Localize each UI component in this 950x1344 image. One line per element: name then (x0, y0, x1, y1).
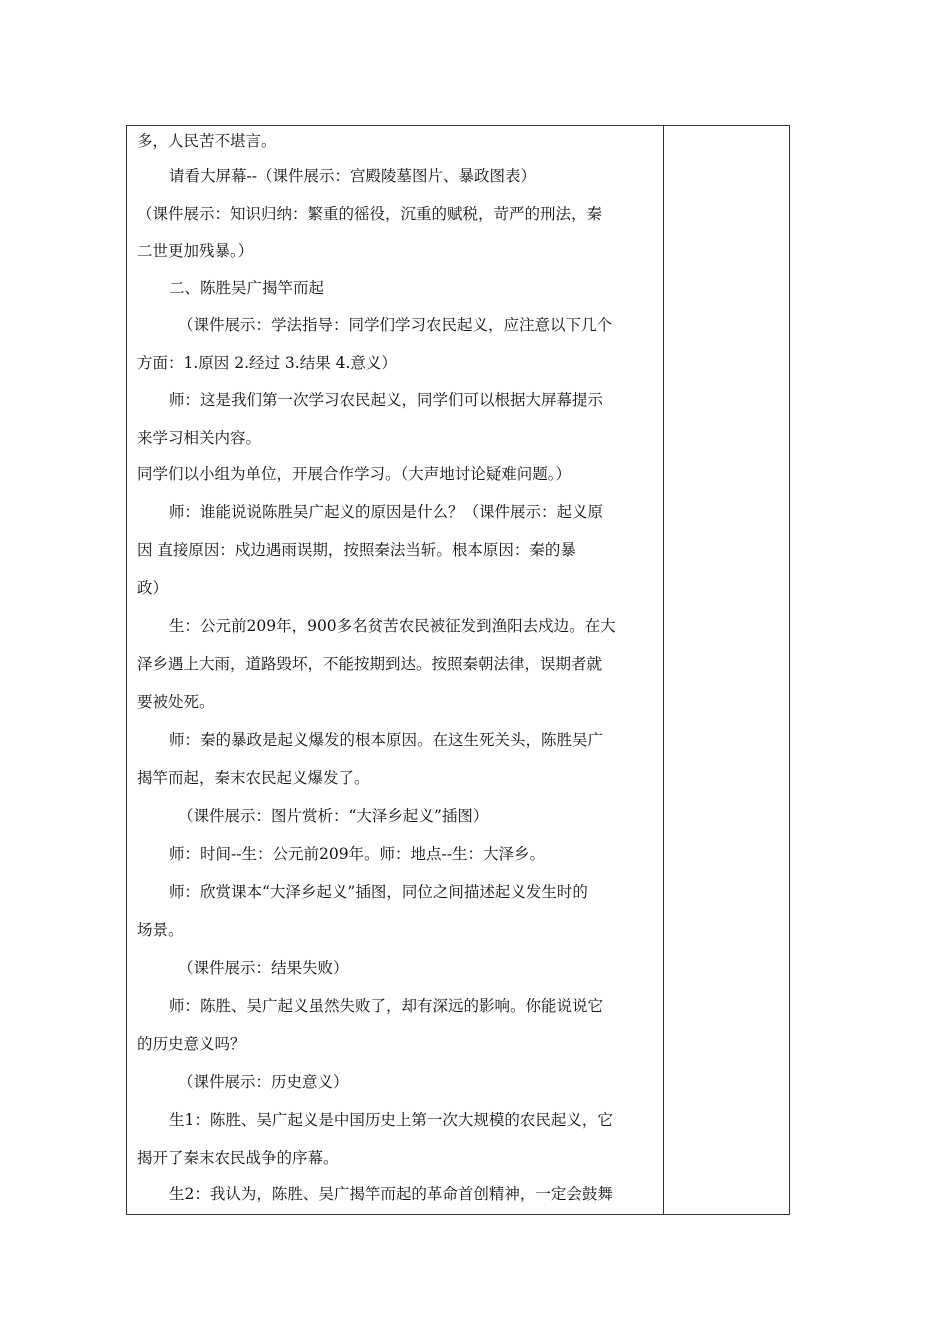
text-line: （课件展示：学法指导：同学们学习农民起义，应注意以下几个 (178, 316, 613, 334)
text-line: （课件展示：结果失败） (178, 959, 349, 977)
text-line: （课件展示：图片赏析：“大泽乡起义”插图） (178, 807, 489, 825)
text-line: 请看大屏幕--（课件展示：宫殿陵墓图片、暴政图表） (169, 167, 536, 185)
text-line: 师：时间--生：公元前209年。师：地点--生：大泽乡。 (169, 845, 546, 863)
text-line: 来学习相关内容。 (137, 429, 262, 447)
text-line: 生1：陈胜、吴广起义是中国历史上第一次大规模的农民起义，它 (169, 1111, 613, 1129)
text-line: 因 直接原因：戍边遇雨误期，按照秦法当斩。根本原因：秦的暴 (137, 541, 576, 559)
text-line: 要被处死。 (137, 693, 215, 711)
text-line: （课件展示：历史意义） (178, 1073, 349, 1091)
text-line: 方面：1.原因 2.经过 3.结果 4.意义） (137, 354, 397, 372)
text-line: 同学们以小组为单位，开展合作学习。（大声地讨论疑难问题。） (137, 465, 572, 483)
text-line: 的历史意义吗？ (137, 1035, 246, 1053)
text-line: 师：秦的暴政是起义爆发的根本原因。在这生死关头，陈胜吴广 (169, 731, 604, 749)
column-divider (663, 126, 664, 1214)
text-line: 揭开了秦末农民战争的序幕。 (137, 1149, 339, 1167)
text-line: 师：这是我们第一次学习农民起义，同学们可以根据大屏幕提示 (169, 391, 604, 409)
text-line: 二、陈胜吴广揭竿而起 (169, 279, 325, 297)
text-line: 揭竿而起，秦末农民起义爆发了。 (137, 769, 370, 787)
text-line: 生2：我认为，陈胜、吴广揭竿而起的革命首创精神，一定会鼓舞 (169, 1185, 613, 1203)
text-line: 二世更加残暴。） (137, 242, 254, 260)
text-line: 师：欣赏课本“大泽乡起义”插图，同位之间描述起义发生时的 (169, 883, 588, 901)
text-line: 生：公元前209年，900多名贫苦农民被征发到渔阳去戍边。在大 (169, 617, 616, 635)
text-line: 多，人民苦不堪言。 (137, 132, 277, 150)
text-line: 场景。 (137, 921, 184, 939)
text-line: 师：谁能说说陈胜吴广起义的原因是什么？（课件展示：起义原 (169, 503, 604, 521)
text-line: 泽乡遇上大雨，道路毁坏，不能按期到达。按照秦朝法律，误期者就 (137, 655, 603, 673)
lesson-table (126, 125, 790, 1215)
text-line: 师：陈胜、吴广起义虽然失败了，却有深远的影响。你能说说它 (169, 997, 604, 1015)
text-line: （课件展示：知识归纳：繁重的徭役，沉重的赋税，苛严的刑法，秦 (137, 205, 603, 223)
text-line: 政） (137, 579, 169, 597)
